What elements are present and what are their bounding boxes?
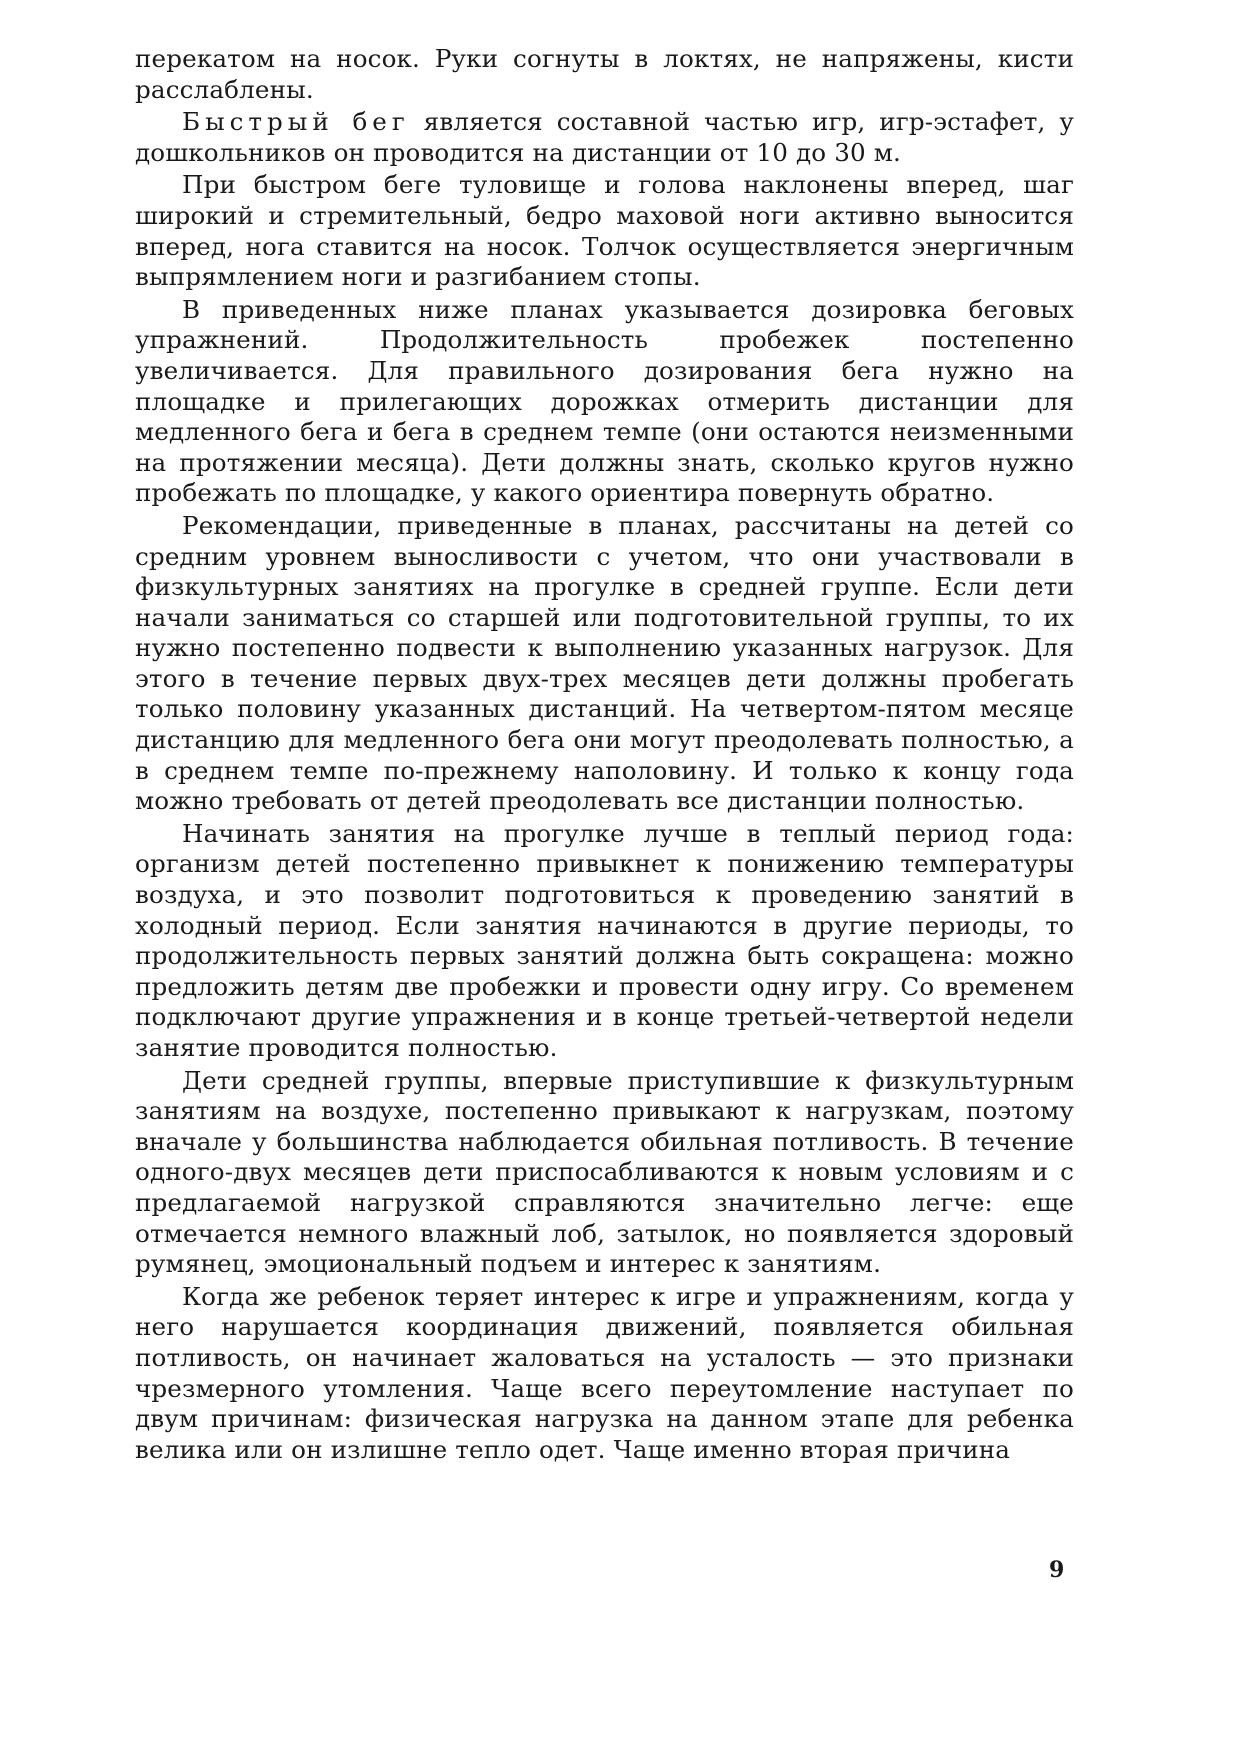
paragraph-6-text: Начинать занятия на прогулке лучше в теплый период года: организм детей постепенно привыкнет к понижению температуры воздуха, и это позволит подготовиться к проведению занятий в холодный период. Если занятия начинаются в другие периоды, то продолжительность первых занятий должна быть сокращена: можно предложить детям две пробежки и провести одну игру. Со временем подключают другие упражнения и в конце третьей-четвертой недели занятие проводится полностью.	[135, 818, 1074, 1062]
paragraph-1	[135, 44, 1074, 105]
term-fast-run: Быстрый бег	[182, 107, 410, 137]
paragraph-4-text: В приведенных ниже планах указывается дозировка беговых упражнений. Продолжительность пробежек постепенно увеличивается. Для правильного дозирования бега нужно на площадке и прилегающих дорожках отмерить дистанции для медленного бега и бега в среднем темпе (они остаются неизменными на протяжении месяца). Дети должны знать, сколько кругов нужно пробежать по площадке, у какого ориентира повернуть обратно.	[135, 294, 1074, 508]
paragraph-3	[135, 170, 1074, 292]
paragraph-5-text: Рекомендации, приведенные в планах, рассчитаны на детей со средним уровнем выносливости с учетом, что они участвовали в физкультурных занятиях на прогулке в средней группе. Если дети начали заниматься со старшей или подготовительной группы, то их нужно постепенно подвести к выполнению указанных нагрузок. Для этого в течение первых двух-трех месяцев дети должны пробегать только половину указанных дистанций. На четвертом-пятом месяце дистанцию для медленного бега они могут преодолевать полностью, а в среднем темпе по-прежнему наполовину. И только к концу года можно требовать от детей преодолевать все дистанции полностью.	[135, 510, 1074, 816]
paragraph-5	[135, 511, 1074, 817]
paragraph-7-text: Дети средней группы, впервые приступившие к физкультурным занятиям на воздухе, постепенно привыкают к нагрузкам, поэтому вначале у большинства наблюдается обильная потливость. В течение одного-двух месяцев дети приспосабливаются к новым условиям и с предлагаемой нагрузкой справляются значительно легче: еще отмечается немного влажный лоб, затылок, но появляется здоровый румянец, эмоциональный подъем и интерес к занятиям.	[135, 1065, 1074, 1279]
paragraph-3-text: При быстром беге туловище и голова наклонены вперед, шаг широкий и стремительный, бедро маховой ноги активно выносится вперед, нога ставится на носок. Толчок осуществляется энергичным выпрямлением ноги и разгибанием стопы.	[135, 170, 1074, 292]
paragraph-2-text: является составной частью игр, игр-эстафет, у дошкольников он проводится на дистанции от 10 до 30 м.	[135, 107, 1074, 167]
paragraph-8-text: Когда же ребенок теряет интерес к игре и упражнениям, когда у него нарушается координация движений, появляется обильная потливость, он начинает жаловаться на усталость — это признаки чрезмерного утомления. Чаще всего переутомление наступает по двум причинам: физическая нагрузка на данном этапе для ребенка велика или он излишне тепло одет. Чаще именно вторая причина	[135, 1281, 1074, 1464]
paragraph-2	[135, 107, 1074, 168]
paragraph-1-text: перекатом на носок. Руки согнуты в локтях, не напряжены, кисти расслаблены.	[135, 44, 1074, 104]
page-body	[135, 44, 1074, 1465]
paragraph-6	[135, 819, 1074, 1064]
paragraph-8	[135, 1282, 1074, 1466]
paragraph-7	[135, 1066, 1074, 1280]
page-number: 9	[1049, 1557, 1065, 1583]
paragraph-4	[135, 295, 1074, 509]
